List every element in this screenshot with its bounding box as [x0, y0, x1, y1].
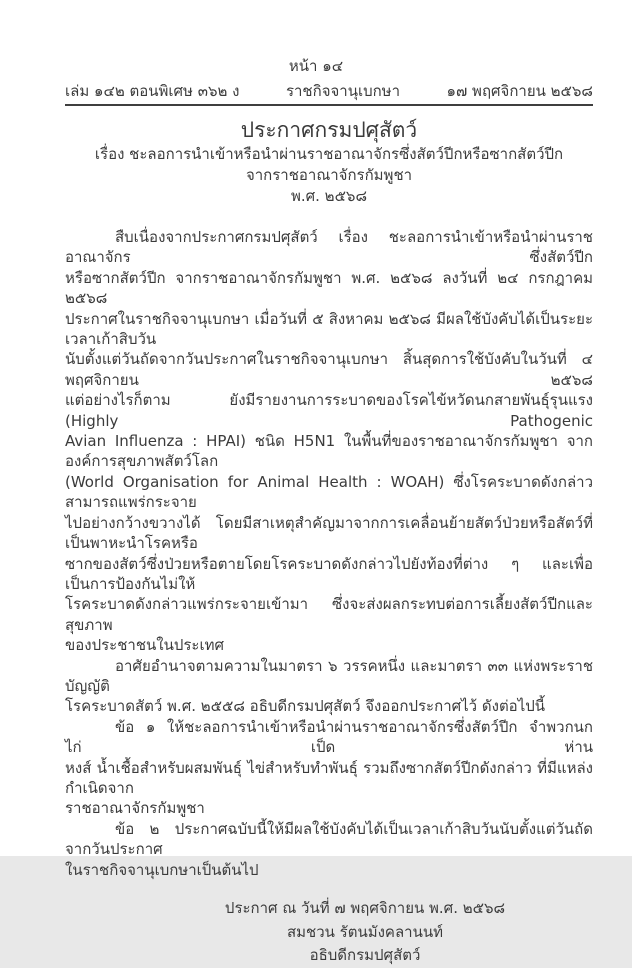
preamble-paragraph — [65, 227, 593, 656]
gazette-name: ราชกิจจานุเบกษา — [285, 82, 400, 100]
clause-2-paragraph — [65, 819, 593, 880]
announcement-heading: ประกาศกรมปศุสัตว์ — [240, 118, 418, 142]
text-line: ของประชาชนในประเทศ — [65, 636, 225, 655]
announcement-body — [65, 227, 593, 880]
signatory-name: สมชวน รัตนมังคลานนท์ — [287, 922, 443, 941]
text-line: ซากของสัตว์ซึ่งป่วยหรือตายโดยโรคระบาดดังกล่าวไปยังท้องที่ต่าง ๆ และเพื่อเป็นการป้องกันไม่ให้ — [65, 554, 593, 593]
clause-1-paragraph — [65, 717, 593, 819]
text-line: โรคระบาดดังกล่าวแพร่กระจายเข้ามา ซึ่งจะส่งผลกระทบต่อการเลี้ยงสัตว์ปีกและสุขภาพ — [65, 595, 593, 634]
text-line: แต่อย่างไรก็ตาม ยังมีรายงานการระบาดของโรคไข้หวัดนกสายพันธุ์รุนแรง (Highly Pathogenic — [65, 391, 593, 430]
publication-date: ๑๗ พฤศจิกายน ๒๕๖๘ — [446, 82, 593, 100]
text-line: ข้อ ๑ ให้ชะลอการนำเข้าหรือนำผ่านราชอาณาจักรซึ่งสัตว์ปีก จำพวกนก ไก่ เป็ด ห่าน — [65, 717, 593, 757]
text-line: นับตั้งแต่วันถัดจากวันประกาศในราชกิจจานุเบกษา สิ้นสุดการใช้บังคับในวันที่ ๔ พฤศจิกายน ๒๕๖๘ — [65, 350, 593, 389]
announcement-year: พ.ศ. ๒๕๖๘ — [290, 187, 368, 205]
text-line: ข้อ ๒ ประกาศฉบับนี้ให้มีผลใช้บังคับได้เป็นเวลาเก้าสิบวันนับตั้งแต่วันถัดจากวันประกาศ — [65, 819, 593, 859]
signature-date-line: ประกาศ ณ วันที่ ๗ พฤศจิกายน พ.ศ. ๒๕๖๘ — [224, 899, 506, 917]
signatory-position: อธิบดีกรมปศุสัตว์ — [309, 946, 421, 964]
announcement-subject-line-2: จากราชอาณาจักรกัมพูชา — [245, 166, 413, 184]
masthead-divider-rule — [65, 104, 593, 106]
text-line: อาศัยอำนาจตามความในมาตรา ๖ วรรคหนึ่ง และมาตรา ๓๓ แห่งพระราชบัญญัติ — [65, 656, 593, 695]
page-number-label: หน้า ๑๔ — [288, 57, 344, 75]
announcement-subject-line-1: เรื่อง ชะลอการนำเข้าหรือนำผ่านราชอาณาจักรซึ่งสัตว์ปีกหรือซากสัตว์ปีก — [94, 145, 564, 163]
authority-paragraph — [65, 656, 593, 717]
signature-block — [204, 897, 526, 968]
text-line: Avian Influenza : HPAI) ชนิด H5N1 ในพื้นที่ของราชอาณาจักรกัมพูชา จากองค์การสุขภาพสัตว์โลก — [65, 432, 593, 471]
text-line: ราชอาณาจักรกัมพูชา — [65, 799, 205, 818]
announcement-title-block — [65, 116, 593, 207]
text-line: ไปอย่างกว้างขวางได้ โดยมีสาเหตุสำคัญมาจากการเคลื่อนย้ายสัตว์ป่วยหรือสัตว์ที่เป็นพาหะนำโรคหรือ — [65, 513, 593, 553]
volume-issue-info: เล่ม ๑๔๒ ตอนพิเศษ ๓๖๒ ง — [65, 82, 240, 100]
text-line: สืบเนื่องจากประกาศกรมปศุสัตว์ เรื่อง ชะลอการนำเข้าหรือนำผ่านราชอาณาจักร ซึ่งสัตว์ปีก — [65, 228, 593, 267]
text-line: หงส์ น้ำเชื้อสำหรับผสมพันธุ์ ไข่สำหรับทำพันธุ์ รวมถึงซากสัตว์ปีกดังกล่าว ที่มีแหล่งกำเนิดจาก — [65, 758, 593, 797]
gazette-masthead — [65, 81, 593, 101]
text-line: ประกาศในราชกิจจานุเบกษา เมื่อวันที่ ๕ สิงหาคม ๒๕๖๘ มีผลใช้บังคับได้เป็นระยะเวลาเก้าสิบวัน — [65, 309, 593, 349]
text-line: โรคระบาดสัตว์ พ.ศ. ๒๕๕๘ อธิบดีกรมปศุสัตว์ จึงออกประกาศไว้ ดังต่อไปนี้ — [65, 697, 546, 716]
text-line: หรือซากสัตว์ปีก จากราชอาณาจักรกัมพูชา พ.ศ. ๒๕๖๘ ลงวันที่ ๒๔ กรกฎาคม ๒๕๖๘ — [65, 268, 593, 308]
text-line: ในราชกิจจานุเบกษาเป็นต้นไป — [65, 860, 259, 879]
text-line: (World Organisation for Animal Health : WOAH) ซึ่งโรคระบาดดังกล่าวสามารถแพร่กระจาย — [65, 472, 593, 512]
